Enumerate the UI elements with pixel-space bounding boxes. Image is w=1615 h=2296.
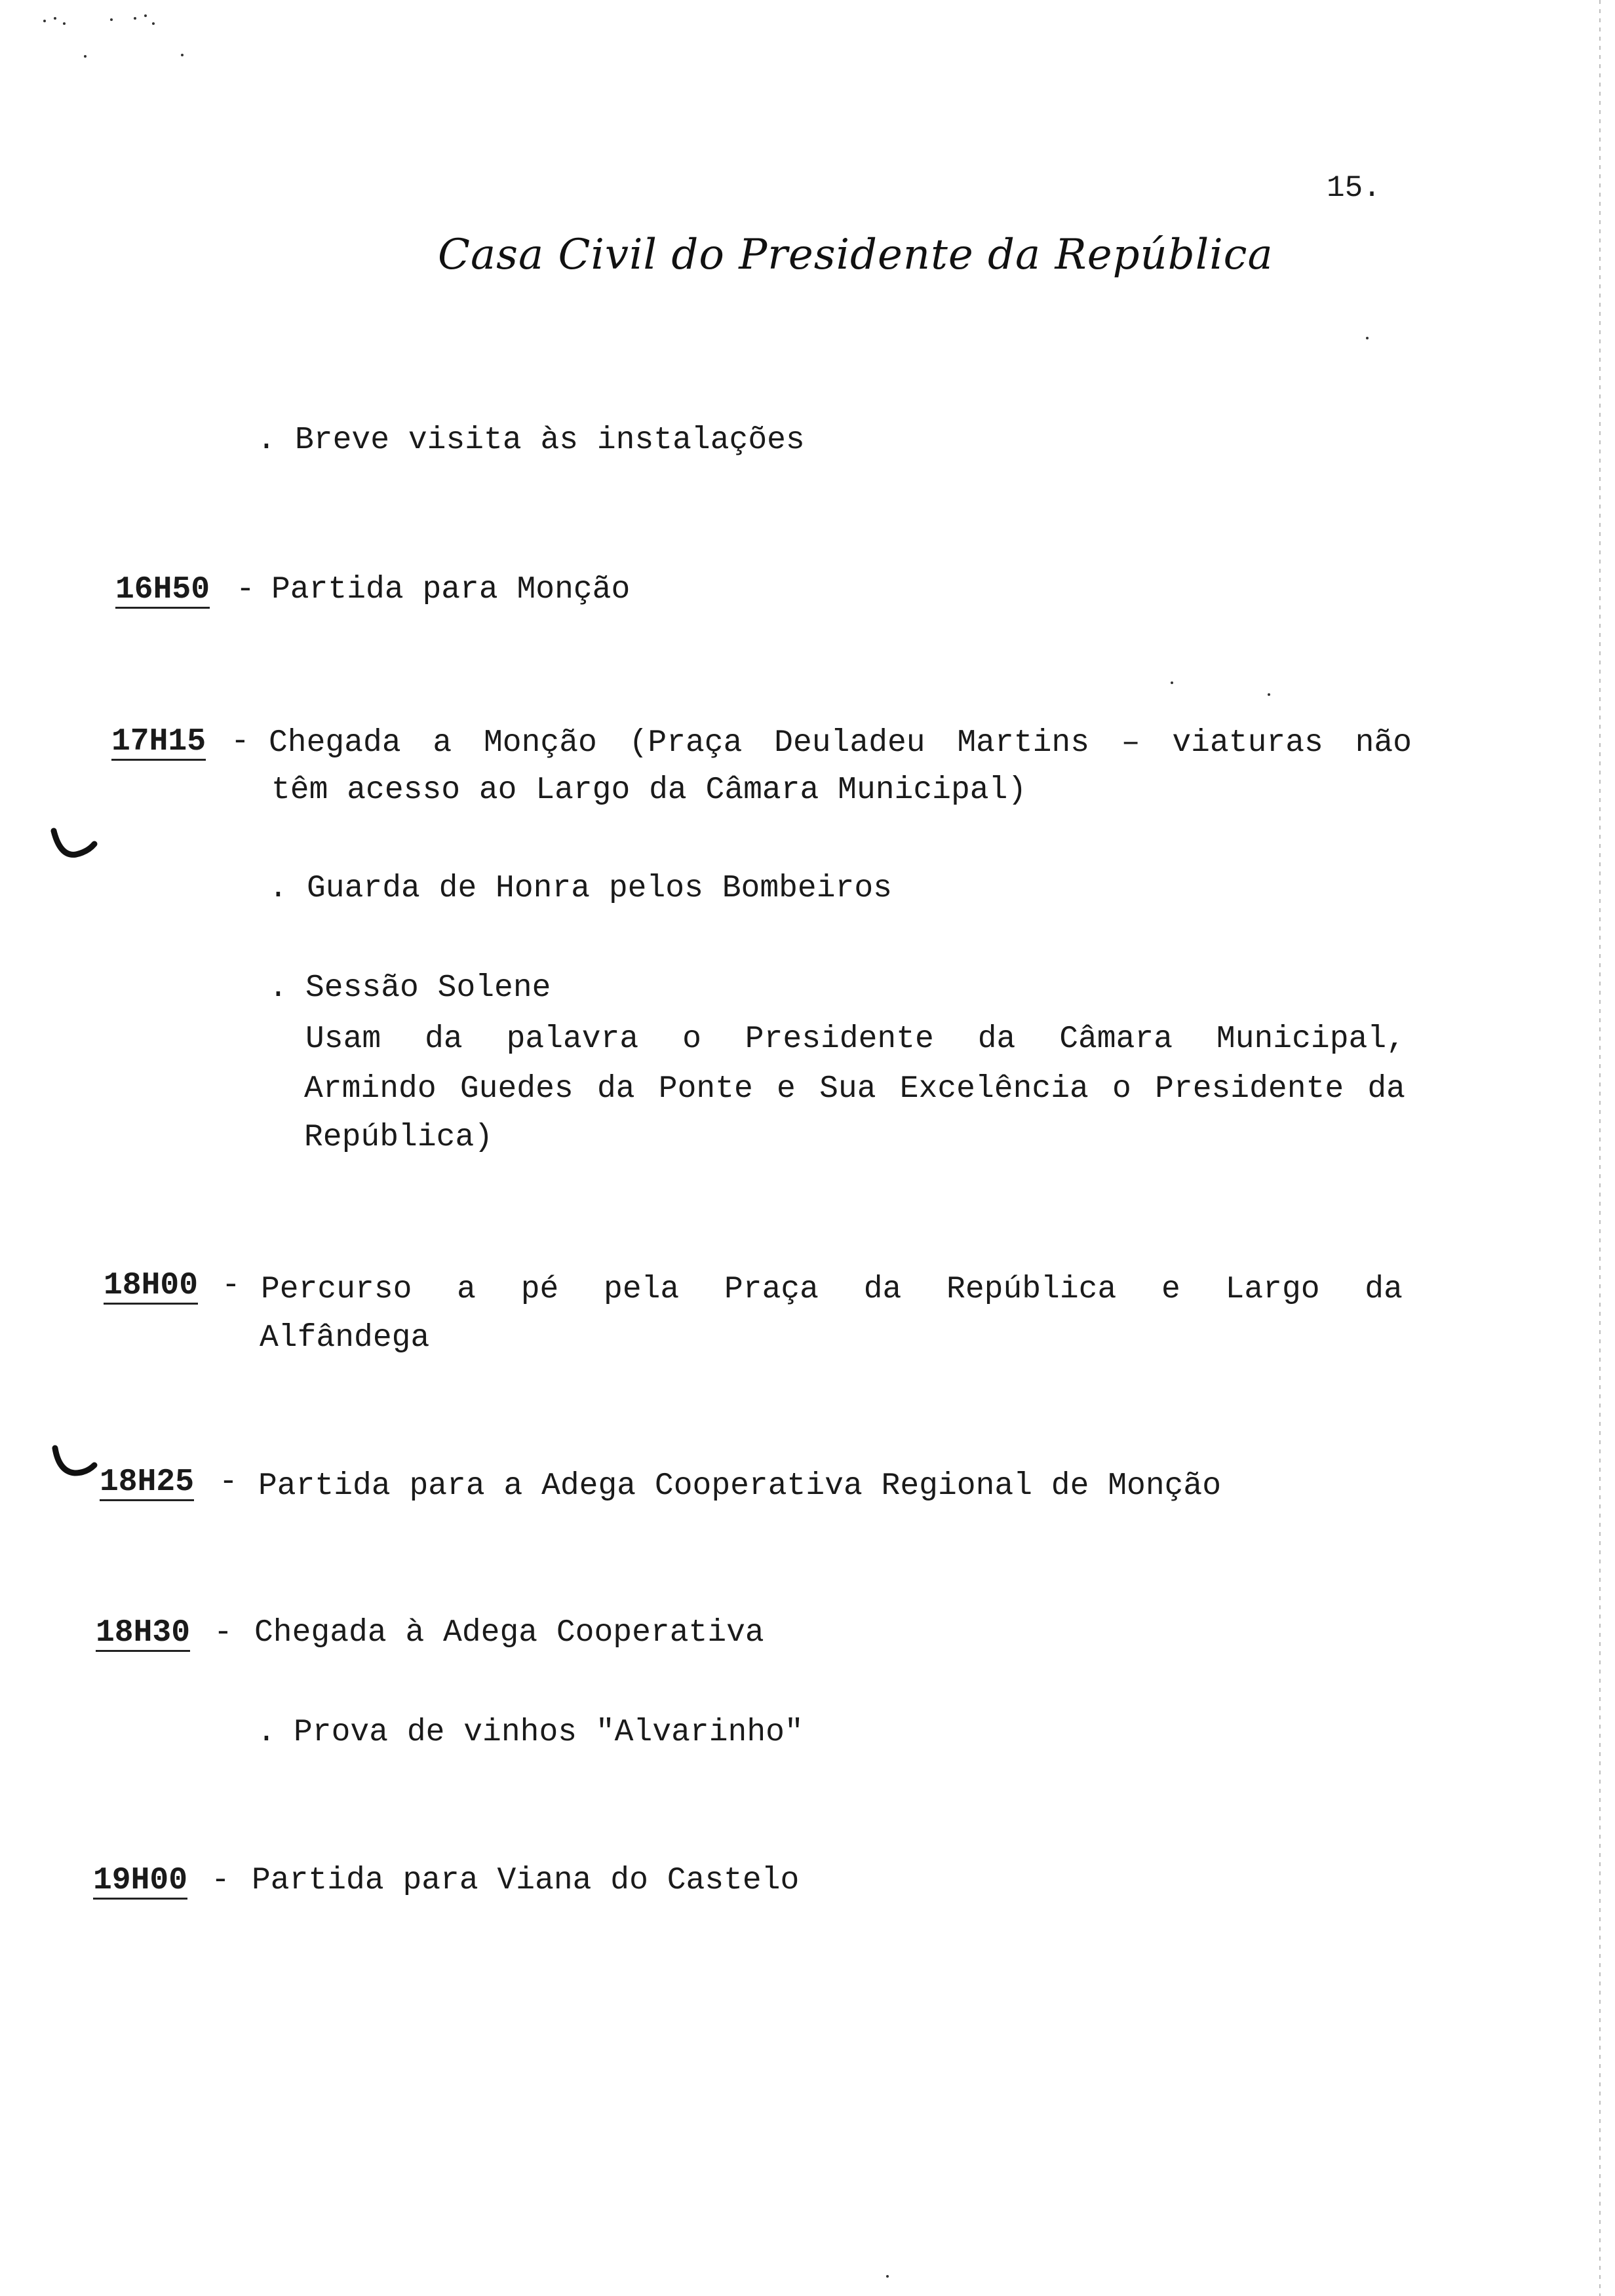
word: palavra	[506, 1022, 639, 1057]
schedule-item-text: Guarda de Honra pelos Bombeiros	[307, 871, 892, 906]
schedule-item-text: Chegada à Adega Cooperativa	[254, 1615, 764, 1651]
word: pé	[520, 1272, 559, 1307]
schedule-item-text: Breve visita às instalações	[295, 423, 805, 458]
time-label: 19H00	[93, 1863, 188, 1898]
schedule-item-text: Prova de vinhos "Alvarinho"	[294, 1715, 804, 1750]
page-edge-shadow	[1599, 0, 1601, 2296]
word: a	[457, 1272, 476, 1307]
time-label: 18H00	[104, 1268, 199, 1303]
word: Presidente	[745, 1022, 934, 1057]
schedule-item-text: Sessão Solene	[305, 970, 551, 1006]
word: da	[596, 1071, 635, 1107]
schedule-item-text: Partida para Monção	[271, 572, 631, 607]
arc-mark-icon	[50, 827, 98, 860]
word: Excelência	[899, 1071, 1089, 1107]
schedule-item-text: Partida para a Adega Cooperativa Regional de Monção	[258, 1468, 1222, 1504]
word: República	[946, 1272, 1117, 1307]
schedule-item-text: República)	[304, 1120, 494, 1155]
justified-line	[305, 1024, 1405, 1055]
word: viaturas	[1172, 725, 1323, 761]
bullet-dot: .	[269, 970, 288, 1006]
time-label: 18H30	[96, 1615, 191, 1651]
word: Monção	[483, 725, 597, 761]
word: Percurso	[261, 1272, 412, 1307]
word: da	[863, 1272, 902, 1307]
arc-mark-icon	[50, 1444, 98, 1478]
word: não	[1355, 725, 1412, 761]
word: da	[425, 1022, 463, 1057]
dash: -	[219, 1464, 238, 1500]
time-label: 18H25	[100, 1464, 195, 1500]
word: da	[1367, 1071, 1405, 1107]
word: Câmara	[1059, 1022, 1173, 1057]
word: Chegada	[269, 725, 401, 761]
word: Martins	[957, 725, 1090, 761]
word: Praça	[724, 1272, 819, 1307]
word: o	[1112, 1071, 1131, 1107]
dash: -	[222, 1268, 241, 1303]
word: pela	[604, 1272, 680, 1307]
bullet-dot: .	[257, 1715, 276, 1750]
schedule-item-text: têm acesso ao Largo da Câmara Municipal)	[271, 773, 1027, 808]
schedule-item-text: Partida para Viana do Castelo	[252, 1863, 800, 1898]
dash: -	[236, 572, 255, 607]
dash: -	[231, 724, 250, 759]
time-label: 17H15	[111, 724, 206, 759]
word: Deuladeu	[774, 725, 925, 761]
time-label: 16H50	[115, 572, 210, 607]
word: Guedes	[459, 1071, 574, 1107]
word: Sua	[819, 1071, 876, 1107]
word: Municipal,	[1216, 1022, 1405, 1057]
word: (Praça	[629, 725, 743, 761]
bullet-dot: .	[257, 423, 276, 458]
word: o	[682, 1022, 701, 1057]
word: –	[1121, 725, 1140, 761]
schedule-item-text: Alfândega	[260, 1320, 430, 1356]
justified-line	[269, 727, 1412, 759]
word: a	[433, 725, 452, 761]
word: da	[1365, 1272, 1403, 1307]
justified-line	[304, 1073, 1405, 1105]
word: Ponte	[658, 1071, 753, 1107]
word: Largo	[1225, 1272, 1320, 1307]
justified-line	[261, 1274, 1403, 1305]
word: Armindo	[304, 1071, 437, 1107]
page-number: 15.	[1327, 171, 1381, 205]
letterhead: Casa Civil do Presidente da República	[438, 231, 1274, 279]
dash: -	[211, 1863, 230, 1898]
dash: -	[214, 1615, 233, 1651]
bullet-dot: .	[269, 871, 288, 906]
word: e	[777, 1071, 796, 1107]
word: da	[977, 1022, 1016, 1057]
word: e	[1161, 1272, 1180, 1307]
word: Presidente	[1155, 1071, 1344, 1107]
word: Usam	[305, 1022, 381, 1057]
